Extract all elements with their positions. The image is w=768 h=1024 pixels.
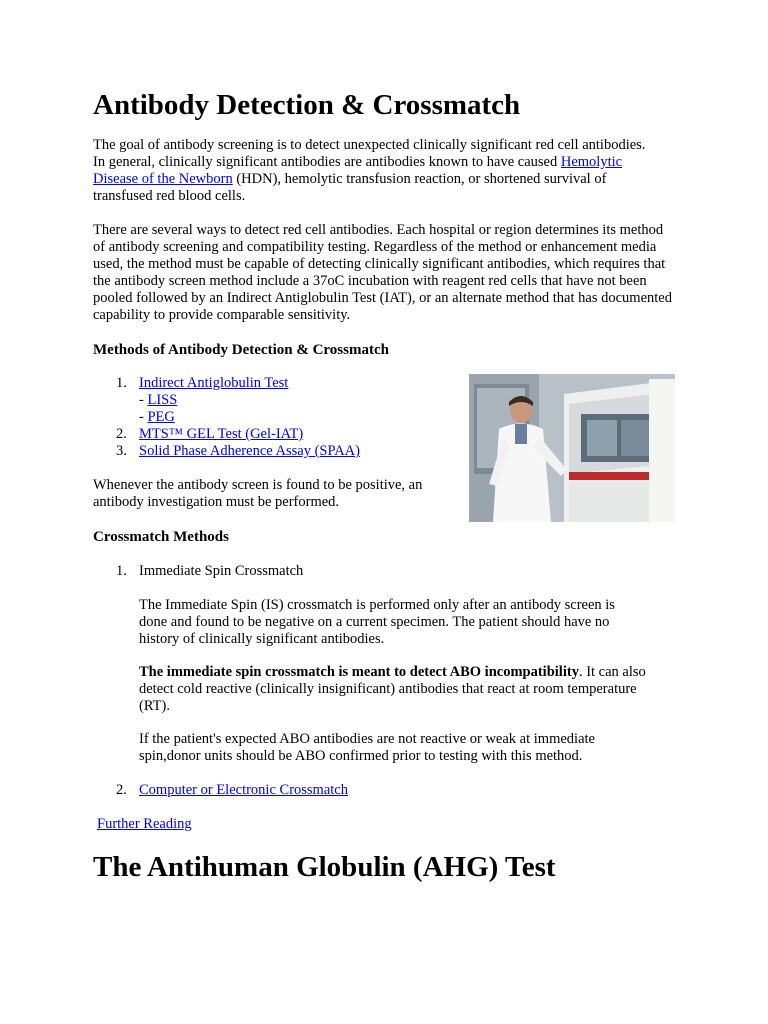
intro-text-start: The goal of antibody screening is to detect unexpected clinically significant red cell antibodies. In general, clinically significant antibodies are antibodies known to have caused <box>93 137 646 170</box>
intro-paragraph <box>93 137 653 205</box>
intro-text-end: (HDN), hemolytic transfusion reaction, or shortened survival of transfused red blood cells. <box>93 170 607 204</box>
list-number: 2. <box>116 426 127 442</box>
hdn-link[interactable]: Hemolytic Disease of the Newborn <box>93 153 623 187</box>
crossmatch-heading: Crossmatch Methods <box>93 529 229 545</box>
liss-item: - LISS <box>139 392 178 408</box>
abo-confirm-note: If the patient's expected ABO antibodies are not reactive or weak at immediate spin,donor units should be ABO confirmed prior to testing with this method. <box>139 731 595 764</box>
gel-test-link[interactable]: MTS™ GEL Test (Gel-IAT) <box>139 426 304 442</box>
purpose-bold: The immediate spin crossmatch is meant to detect ABO incompatibility <box>139 664 579 680</box>
spaa-link[interactable]: Solid Phase Adherence Assay (SPAA) <box>139 443 360 459</box>
peg-link[interactable]: PEG <box>147 409 175 425</box>
electronic-crossmatch-link[interactable]: Computer or Electronic Crossmatch <box>139 782 348 798</box>
immediate-spin-item: Immediate Spin Crossmatch <box>139 563 304 579</box>
lab-technician-photo <box>469 374 675 522</box>
methods-heading: Methods of Antibody Detection & Crossmatch <box>93 342 389 358</box>
purpose-rest: . It can also detect cold reactive (clinically insignificant) antibodies that react at room temperature (RT). <box>139 664 646 714</box>
liss-link[interactable]: LISS <box>147 392 178 408</box>
immediate-spin-purpose <box>139 664 664 715</box>
list-number: 3. <box>116 443 127 459</box>
methods-paragraph: There are several ways to detect red cell antibodies. Each hospital or region determines its method of antibody screening and compatibility testing. Regardless of the method or enhancement media used, the method must be capable of detecting clinically significant antibodies, which requires that the antibody screen method include a 37oC incubation with reagent red cells that have not been pooled followed by an Indirect Antiglobulin Test (IAT), or an alternate method that has documented capability to provide comparable sensitivity. <box>93 222 672 323</box>
positive-screen-note: Whenever the antibody screen is found to be positive, an antibody investigation must be performed. <box>93 477 423 510</box>
peg-item: - PEG <box>139 409 175 425</box>
immediate-spin-description: The Immediate Spin (IS) crossmatch is performed only after an antibody screen is done and found to be negative on a current specimen. The patient should have no history of clinically significant antibodies. <box>139 597 615 647</box>
page-title: Antibody Detection & Crossmatch <box>93 89 521 121</box>
section-title-ahg: The Antihuman Globulin (AHG) Test <box>93 851 556 883</box>
list-number: 1. <box>116 375 127 391</box>
iat-link[interactable]: Indirect Antiglobulin Test <box>139 375 289 391</box>
list-number: 1. <box>116 563 127 579</box>
further-reading-link[interactable]: Further Reading <box>97 816 192 832</box>
list-number: 2. <box>116 782 127 798</box>
